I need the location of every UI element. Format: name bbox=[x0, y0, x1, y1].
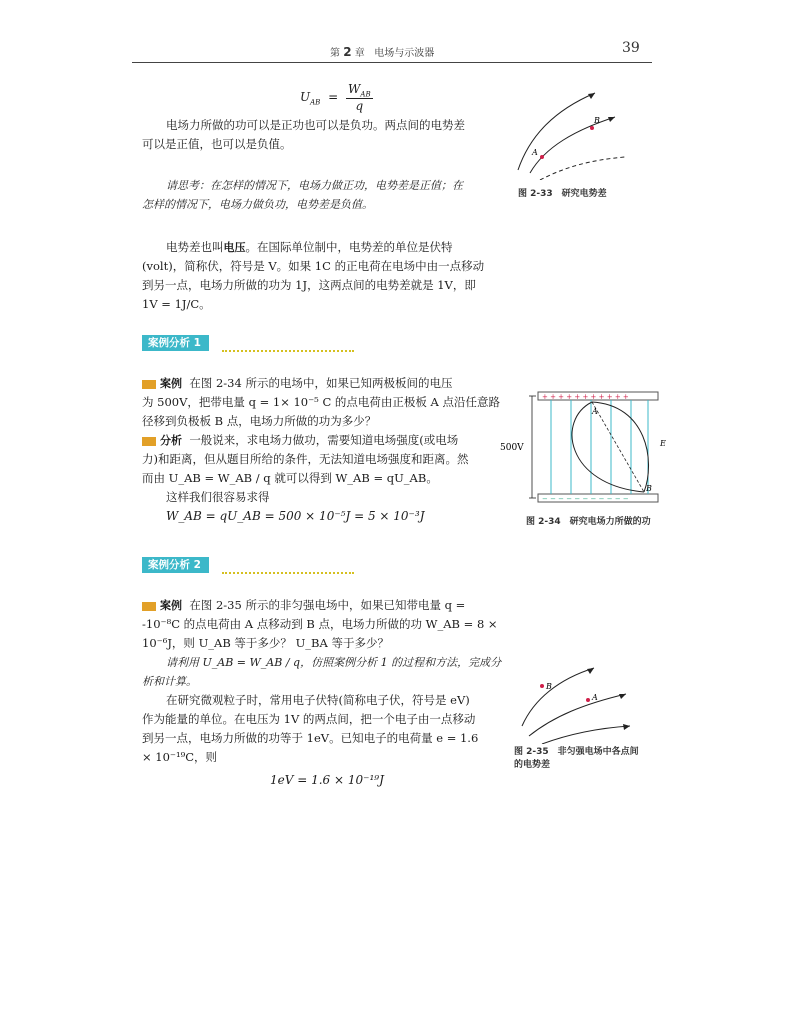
text-line: (volt)，简称伏，符号是 V。如果 1C 的正电荷在电场中由一点移动 bbox=[142, 259, 485, 273]
text-line: 可以是正值，也可以是负值。 bbox=[142, 137, 292, 151]
chapter-suffix: 章 bbox=[354, 48, 365, 59]
text-line: 为 500V，把带电量 q = 1× 10⁻⁵ C 的点电荷由正极板 A 点沿任意路 bbox=[142, 395, 501, 409]
field-line bbox=[530, 117, 615, 173]
text-line: 请利用 U_AB = W_AB / q，仿照案例分析 1 的过程和方法，完成分 bbox=[166, 656, 502, 669]
formula-eq: = bbox=[328, 90, 339, 105]
text-span: 在图 2-34 所示的电场中，如果已知两极板间的电压 bbox=[189, 376, 453, 390]
formula-lhs: U bbox=[300, 90, 311, 105]
text-line: 力)和距离，但从题目所给的条件，无法知道电场强度和距离。然 bbox=[142, 452, 469, 466]
text-line: 在研究微观粒子时，常用电子伏特(简称电子伏，符号是 eV) bbox=[166, 693, 470, 707]
text-line: 析和计算。 bbox=[142, 675, 197, 688]
running-header bbox=[330, 44, 580, 59]
field-line bbox=[542, 726, 630, 744]
case-banner-2: 案例分析 2 bbox=[142, 557, 209, 573]
case-tag-icon bbox=[142, 380, 156, 389]
label-e: E bbox=[660, 439, 666, 448]
figure-2-34-caption: 图 2-34 研究电场力所做的功 bbox=[526, 517, 651, 527]
paragraph-voltage bbox=[142, 238, 512, 314]
text-line bbox=[142, 238, 512, 257]
text-line: 到另一点，电场力所做的功为 1J，这两点间的电势差就是 1V，即 bbox=[142, 278, 476, 292]
formula-uab-definition bbox=[300, 82, 373, 113]
text-line bbox=[142, 596, 512, 615]
text-line: 到另一点，电场力所做的功等于 1eV。已知电子的电荷量 e = 1.6 bbox=[142, 731, 479, 745]
case-banner-rule-1 bbox=[222, 350, 354, 352]
page-number: 39 bbox=[622, 40, 640, 56]
formula-num: W bbox=[348, 82, 361, 96]
formula-lhs-sub: AB bbox=[310, 98, 321, 107]
text-line: 而由 U_AB = W_AB / q 就可以得到 W_AB = qU_AB。 bbox=[142, 471, 438, 485]
minus-signs: − − − − − − − − − − − bbox=[542, 495, 629, 503]
text-span: 电势差也叫 bbox=[166, 240, 224, 254]
figure-2-35 bbox=[514, 664, 634, 744]
path-left bbox=[572, 402, 644, 492]
text-line: 径移到负极板 B 点，电场力所做的功为多少？ bbox=[142, 414, 377, 428]
formula-fraction bbox=[346, 82, 373, 113]
text-line: -10⁻⁸C 的点电荷由 A 点移动到 B 点，电场力所做的功 W_AB = 8 × bbox=[142, 617, 498, 631]
arrow-head-icon bbox=[587, 668, 594, 674]
text-line: 请思考：在怎样的情况下，电场力做正功，电势差是正值；在 bbox=[166, 179, 463, 192]
text-line: 电场力所做的功可以是正功也可以是负功。两点间的电势差 bbox=[166, 118, 465, 132]
text-line: 作为能量的单位。在电压为 1V 的两点间，把一个电子由一点移动 bbox=[142, 712, 476, 726]
analysis-tag-icon bbox=[142, 437, 156, 446]
chapter-prefix: 第 bbox=[330, 48, 340, 59]
ev-formula: 1eV = 1.6 × 10⁻¹⁹J bbox=[270, 773, 384, 787]
analysis-label: 分析 bbox=[160, 434, 182, 447]
text-span: 在图 2-35 所示的非匀强电场中，如果已知带电量 q = bbox=[189, 598, 466, 612]
field-lines bbox=[551, 400, 648, 494]
case-banner-rule-2 bbox=[222, 572, 354, 574]
charge-dot-b bbox=[590, 126, 594, 130]
text-span: 一般说来，求电场力做功，需要知道电场强度(或电场 bbox=[189, 433, 459, 447]
plus-signs: + + + + + + + + + + + bbox=[542, 393, 629, 401]
caption-line: 图 2-35 非匀强电场中各点间 bbox=[514, 747, 639, 757]
label-b: B bbox=[646, 484, 652, 493]
case2-body bbox=[142, 596, 512, 790]
header-rule bbox=[132, 62, 652, 63]
figure-2-35-caption bbox=[514, 746, 639, 772]
result-formula: W_AB = qU_AB = 500 × 10⁻⁵J = 5 × 10⁻³J bbox=[166, 509, 425, 523]
caption-line: 的电势差 bbox=[514, 760, 551, 770]
text-span: 。在国际单位制中，电势差的单位是伏特 bbox=[245, 240, 453, 254]
text-line: 10⁻⁶J，则 U_AB 等于多少？ U_BA 等于多少？ bbox=[142, 636, 389, 650]
text-line bbox=[142, 431, 512, 450]
text-line: 1V = 1J/C。 bbox=[142, 297, 211, 311]
label-a: A bbox=[592, 407, 598, 416]
arrow-head-icon bbox=[619, 694, 626, 699]
text-line bbox=[142, 374, 512, 393]
charge-dot-a bbox=[586, 698, 590, 702]
figure-2-33 bbox=[510, 85, 630, 180]
formula-num-sub: AB bbox=[360, 90, 371, 99]
field-line-dashed bbox=[540, 157, 625, 180]
field-line bbox=[529, 694, 626, 736]
think-prompt-2 bbox=[142, 653, 512, 691]
case-label: 案例 bbox=[160, 599, 182, 612]
text-line: × 10⁻¹⁹C，则 bbox=[142, 750, 218, 764]
field-line bbox=[518, 93, 595, 170]
case-banner-1: 案例分析 1 bbox=[142, 335, 209, 351]
case1-body bbox=[142, 374, 512, 526]
case-label: 案例 bbox=[160, 377, 182, 390]
label-b: B bbox=[594, 116, 600, 125]
chapter-title: 电场与示波器 bbox=[374, 48, 435, 59]
term-voltage: 电压 bbox=[223, 241, 246, 254]
arrow-head-icon bbox=[623, 724, 630, 730]
charge-dot-a bbox=[540, 155, 544, 159]
case-tag-icon bbox=[142, 602, 156, 611]
figure-2-33-caption: 图 2-33 研究电势差 bbox=[518, 189, 607, 199]
label-a: A bbox=[592, 693, 598, 702]
arrow-head-icon bbox=[608, 117, 615, 122]
formula-denominator: q bbox=[355, 99, 364, 114]
path-right bbox=[592, 402, 649, 492]
chapter-number: 2 bbox=[343, 45, 352, 59]
text-line: 怎样的情况下，电场力做负功，电势差是负值。 bbox=[142, 198, 373, 211]
label-b: B bbox=[546, 682, 552, 691]
voltage-label: 500V bbox=[500, 443, 524, 453]
label-a: A bbox=[532, 148, 538, 157]
text-line: 这样我们很容易求得 bbox=[166, 490, 270, 504]
paragraph-work-sign bbox=[142, 116, 512, 154]
charge-dot-b bbox=[540, 684, 544, 688]
think-prompt-1 bbox=[142, 176, 512, 214]
figure-2-34 bbox=[496, 390, 666, 508]
formula-numerator bbox=[346, 82, 373, 99]
